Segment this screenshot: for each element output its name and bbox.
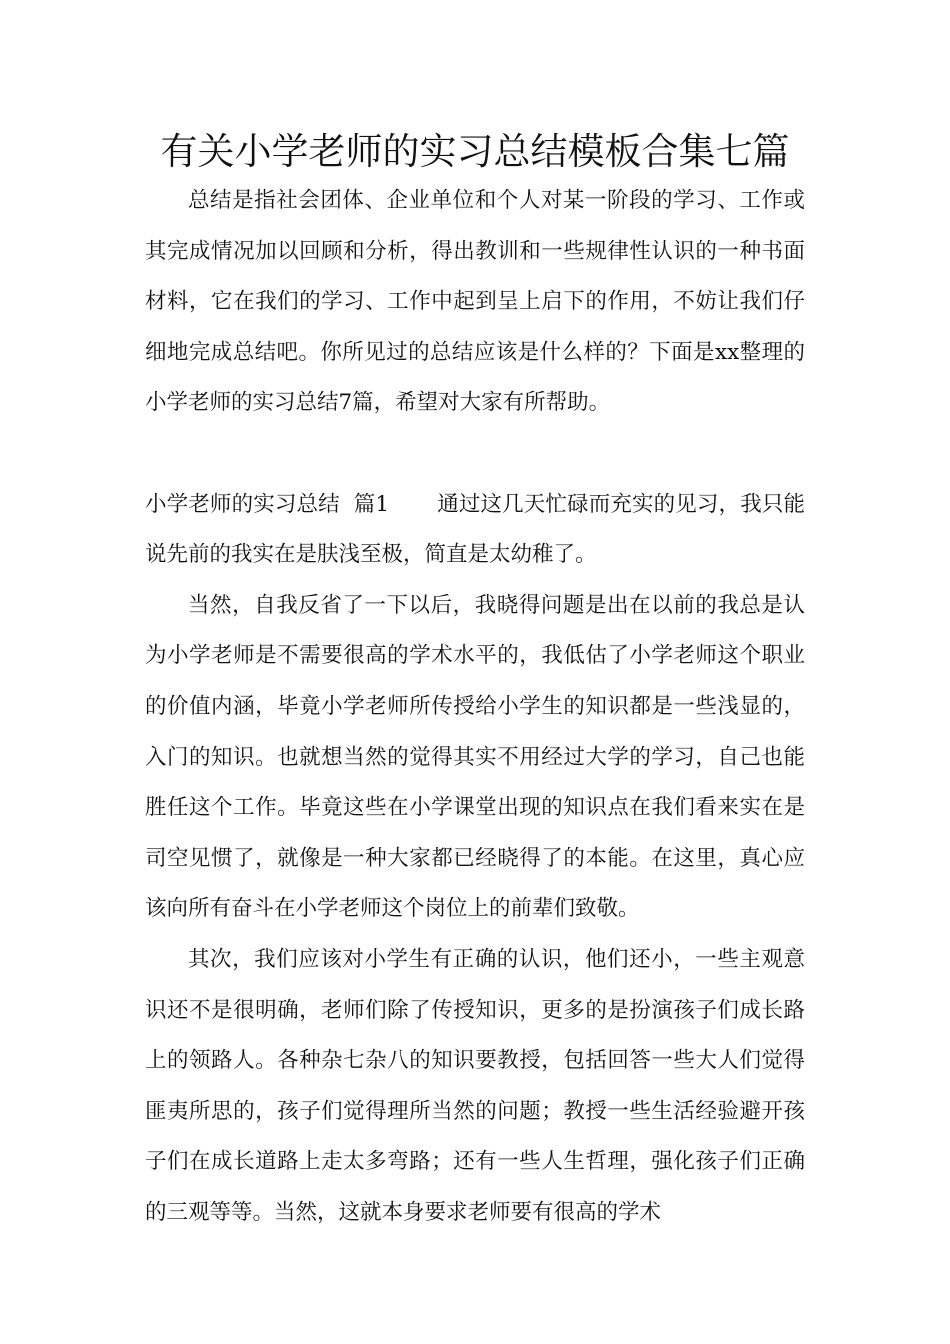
section-1-first-text: 通过这几天忙碌而充实的见习，我只能说先前的我实在是肤浅至极，简直是太幼稚了。 <box>145 491 805 568</box>
document-title: 有关小学老师的实习总结模板合集七篇 <box>160 130 790 173</box>
section-1-paragraph <box>145 480 805 581</box>
blank-line <box>145 429 805 480</box>
section-1-heading: 小学老师的实习总结 篇1 <box>145 491 390 517</box>
body-paragraph-1: 当然，自我反省了一下以后，我晓得问题是出在以前的我总是认为小学老师是不需要很高的学术水平的，我低估了小学老师这个职业的价值内涵，毕竟小学老师所传授给小学生的知识都是一些浅显的，入门的知识。也就想当然的觉得其实不用经过大学的学习，自己也能胜任这个工作。毕竟这些在小学课堂出现的知识点在我们看来实在是司空见惯了，就像是一种大家都已经晓得了的本能。在这里，真心应该向所有奋斗在小学老师这个岗位上的前辈们致敬。 <box>145 592 805 922</box>
intro-paragraph: 总结是指社会团体、企业单位和个人对某一阶段的学习、工作或其完成情况加以回顾和分析，得出教训和一些规律性认识的一种书面材料，它在我们的学习、工作中起到呈上启下的作用，不妨让我们仔细地完成总结吧。你所见过的总结应该是什么样的？下面是xx整理的小学老师的实习总结7篇，希望对大家有所帮助。 <box>145 188 805 416</box>
document-body <box>145 176 805 1238</box>
body-paragraph-2: 其次，我们应该对小学生有正确的认识，他们还小，一些主观意识还不是很明确，老师们除了传授知识，更多的是扮演孩子们成长路上的领路人。各种杂七杂八的知识要教授，包括回答一些大人们觉得匪夷所思的，孩子们觉得理所当然的问题；教授一些生活经验避开孩子们在成长道路上走太多弯路；还有一些人生哲理，强化孩子们正确的三观等等。当然，这就本身要求老师要有很高的学术 <box>145 946 805 1225</box>
